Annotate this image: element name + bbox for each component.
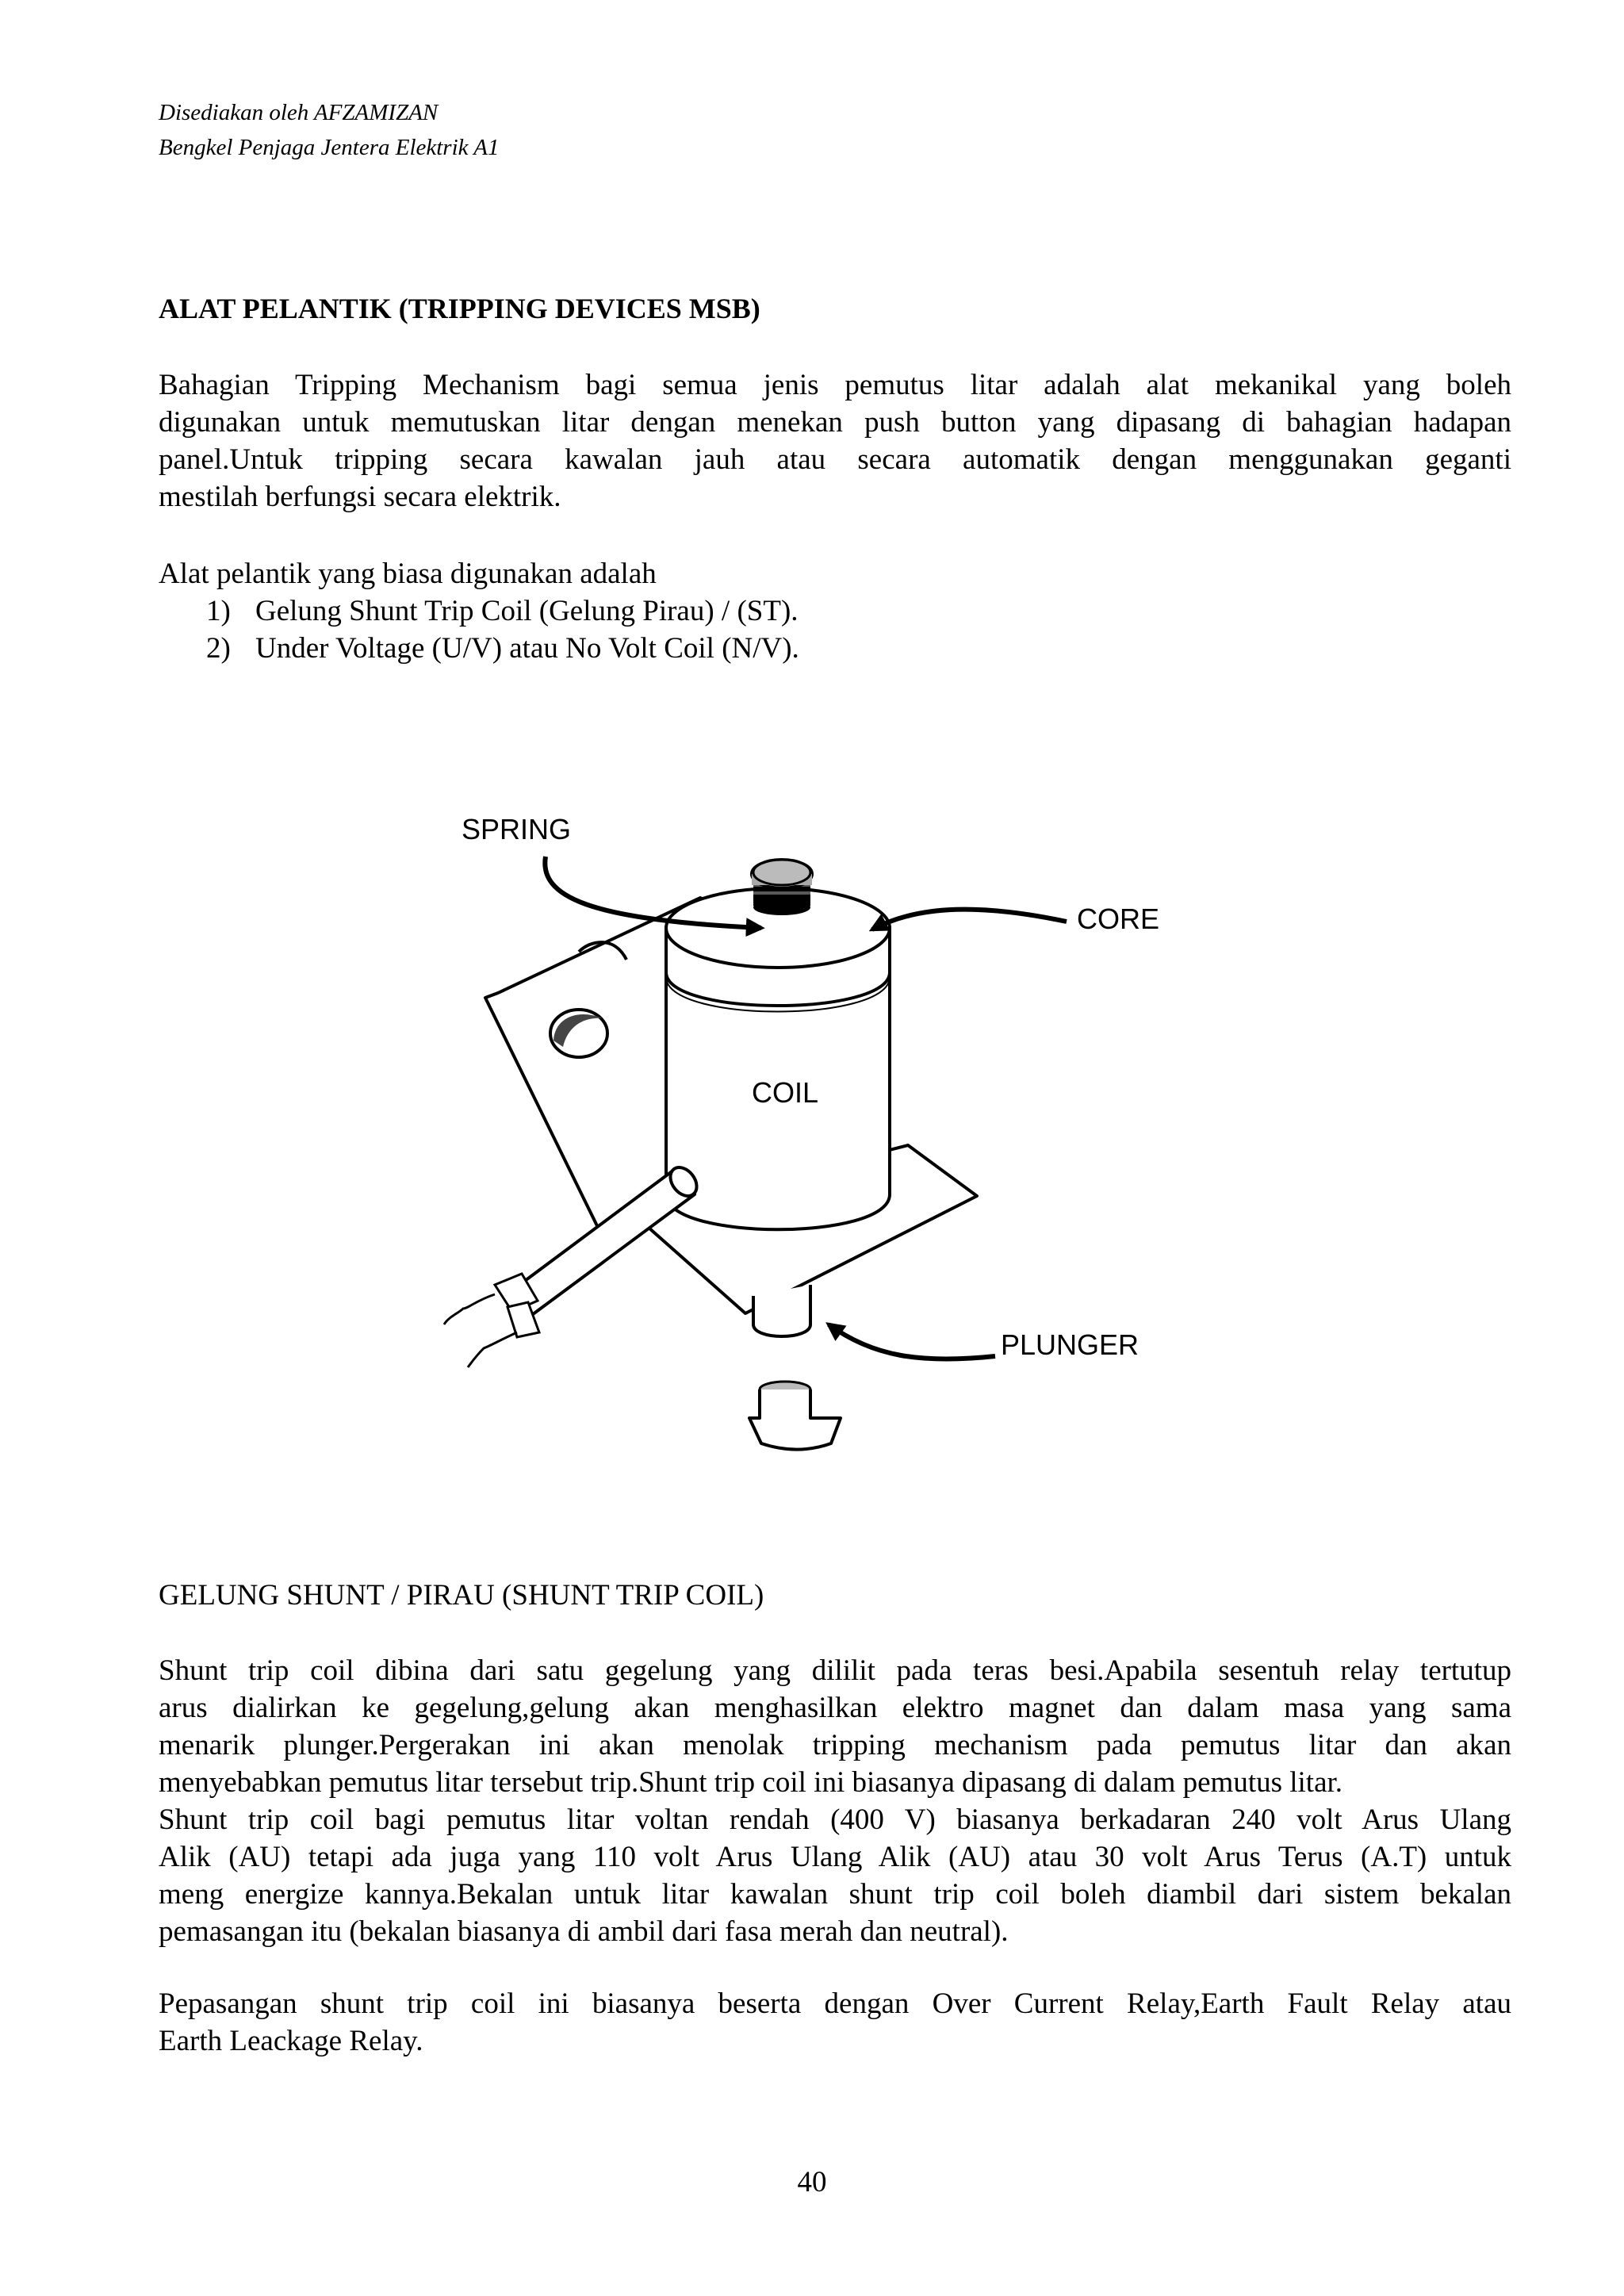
page-number: 40 (797, 2166, 827, 2198)
paragraph-line: menyebabkan pemutus litar tersebut trip.Shunt trip coil ini biasanya dipasang di dalam pemutus litar. (159, 1766, 1343, 1799)
paragraph-line: Earth Leackage Relay. (159, 2025, 423, 2057)
list-intro: Alat pelantik yang biasa digunakan adalah (159, 558, 657, 590)
section-title: ALAT PELANTIK (TRIPPING DEVICES MSB) (159, 293, 760, 324)
list-item-number: 2) (206, 632, 231, 665)
wire-strand (444, 1294, 495, 1324)
paragraph-line: arus dialirkan ke gegelung,gelung akan menghasilkan elektro magnet dan dalam masa yang sama (159, 1692, 1511, 1724)
paragraph-line: pemasangan itu (bekalan biasanya di ambil dari fasa merah dan neutral). (159, 1915, 1009, 1948)
shunt-trip-coil-diagram (428, 809, 1221, 1491)
paragraph-installation (159, 1985, 1511, 2060)
list-item-text: Gelung Shunt Trip Coil (Gelung Pirau) / (ST). (255, 595, 799, 627)
list-item (206, 592, 799, 630)
paragraph-line: Shunt trip coil dibina dari satu gegelung yang dililit pada teras besi.Apabila sesentuh relay tertutup (159, 1654, 1511, 1687)
paragraph-line: Bahagian Tripping Mechanism bagi semua jenis pemutus litar adalah alat mekanikal yang boleh (159, 369, 1511, 401)
paragraph-line: mestilah berfungsi secara elektrik. (159, 481, 561, 513)
plunger-label: PLUNGER (1001, 1328, 1139, 1361)
paragraph-line: panel.Untuk tripping secara kawalan jauh atau secara automatik dengan menggunakan geganti (159, 443, 1511, 476)
spring-label: SPRING (462, 813, 572, 845)
page-header (159, 95, 499, 165)
section-subheading: GELUNG SHUNT / PIRAU (SHUNT TRIP COIL) (159, 1579, 764, 1612)
core-arrow (872, 910, 1067, 930)
coil-label: COIL (752, 1076, 819, 1109)
paragraph-line: menarik plunger.Pergerakan ini akan menolak tripping mechanism pada pemutus litar dan akan (159, 1729, 1511, 1761)
list-item-number: 1) (206, 595, 231, 627)
paragraph-line: digunakan untuk memutuskan litar dengan menekan push button yang dipasang di bahagian hadapan (159, 406, 1511, 439)
plunger-arrow (829, 1324, 995, 1359)
paragraph-line: Shunt trip coil bagi pemutus litar voltan rendah (400 V) biasanya berkadaran 240 volt Arus Ulang (159, 1803, 1511, 1836)
list-item-text: Under Voltage (U/V) atau No Volt Coil (N/V). (255, 632, 799, 665)
paragraph-line: Pepasangan shunt trip coil ini biasanya beserta dengan Over Current Relay,Earth Fault Relay atau (159, 1987, 1511, 2020)
core-label: CORE (1077, 903, 1160, 935)
plunger-lower (749, 1389, 841, 1450)
wire-strand (468, 1332, 517, 1367)
paragraph-tripping-mechanism (159, 366, 1511, 516)
tripping-device-list (206, 592, 799, 667)
header-workshop: Bengkel Penjaga Jentera Elektrik A1 (159, 135, 500, 160)
paragraph-shunt-trip-coil (159, 1652, 1511, 1950)
list-item (206, 630, 799, 667)
header-author: Disediakan oleh AFZAMIZAN (159, 100, 439, 125)
paragraph-line: meng energize kannya.Bekalan untuk litar kawalan shunt trip coil boleh diambil dari sistem bekalan (159, 1878, 1511, 1911)
paragraph-line: Alik (AU) tetapi ada juga yang 110 volt Arus Ulang Alik (AU) atau 30 volt Arus Terus (A.T) untuk (159, 1841, 1511, 1873)
